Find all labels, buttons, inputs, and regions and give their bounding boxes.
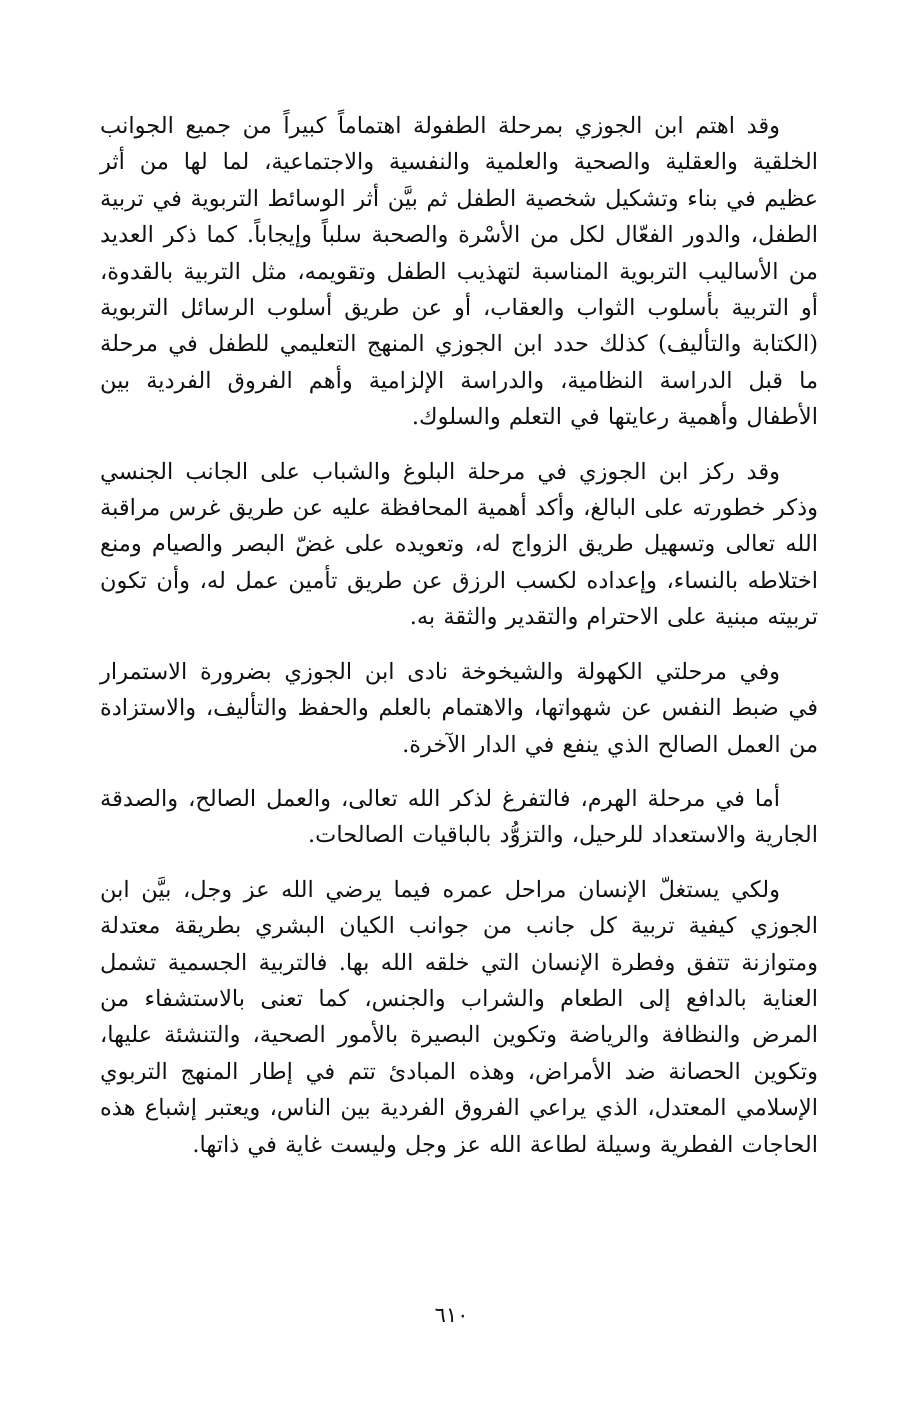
paragraph-senility: أما في مرحلة الهرم، فالتفرغ لذكر الله تعالى، والعمل الصالح، والصدقة الجارية والاستعداد للرحيل، والتزوُّد بالباقيات الصالحات. [100, 785, 818, 849]
paragraph-middle-age-old-age: وفي مرحلتي الكهولة والشيخوخة نادى ابن الجوزي بضرورة الاستمرار في ضبط النفس عن شهواتها، والاهتمام بالعلم والحفظ والتأليف، والاستزادة من العمل الصالح الذي ينفع في الدار الآخرة. [100, 658, 818, 758]
page-number: ٦١٠ [434, 1303, 469, 1327]
page-body-text [100, 108, 818, 1181]
paragraph-childhood: وقد اهتم ابن الجوزي بمرحلة الطفولة اهتماماً كبيراً من جميع الجوانب الخلقية والعقلية والصحية والعلمية والنفسية والاجتماعية، لما لها من أثر عظيم في بناء وتشكيل شخصية الطفل ثم بيَّن أثر الوسائط التربوية في تربية الطفل، والدور الفعّال لكل من الأسْرة والصحبة سلباً وإيجاباً. كما ذكر العديد من الأساليب التربوية المناسبة لتهذيب الطفل وتقويمه، مثل التربية بالقدوة، أو التربية بأسلوب الثواب والعقاب، أو عن طريق أسلوب الرسائل التربوية (الكتابة والتأليف) كذلك حدد ابن الجوزي المنهج التعليمي للطفل في مرحلة ما قبل الدراسة النظامية، والدراسة الإلزامية وأهم الفروق الفردية بين الأطفال وأهمية رعايتها في التعلم والسلوك. [100, 113, 818, 431]
paragraph-puberty-youth: وقد ركز ابن الجوزي في مرحلة البلوغ والشباب على الجانب الجنسي وذكر خطورته على البالغ، وأكد أهمية المحافظة عليه عن طريق غرس مراقبة الله تعالى وتسهيل طريق الزواج له، وتعويده على غضّ البصر والصيام ومنع اختلاطه بالنساء، وإعداده لكسب الرزق عن طريق تأمين عمل له، وأن تكون تربيته مبنية على الاحترام والتقدير والثقة به. [100, 458, 818, 631]
paragraph-physical-education: ولكي يستغلّ الإنسان مراحل عمره فيما يرضي الله عز وجل، بيَّن ابن الجوزي كيفية تربية كل جانب من جوانب الكيان البشري بطريقة معتدلة ومتوازنة تتفق وفطرة الإنسان التي خلقه الله بها. فالتربية الجسمية تشمل العناية بالدافع إلى الطعام والشراب والجنس، كما تعنى بالاستشفاء من المرض والنظافة والرياضة وتكوين البصيرة بالأمور الصحية، والتنشئة عليها، وتكوين الحصانة ضد الأمراض، وهذه المبادئ تتم في إطار المنهج التربوي الإسلامي المعتدل، الذي يراعي الفروق الفردية بين الناس، ويعتبر إشباع هذه الحاجات الفطرية وسيلة لطاعة الله عز وجل وليست غاية في ذاتها. [100, 876, 818, 1158]
